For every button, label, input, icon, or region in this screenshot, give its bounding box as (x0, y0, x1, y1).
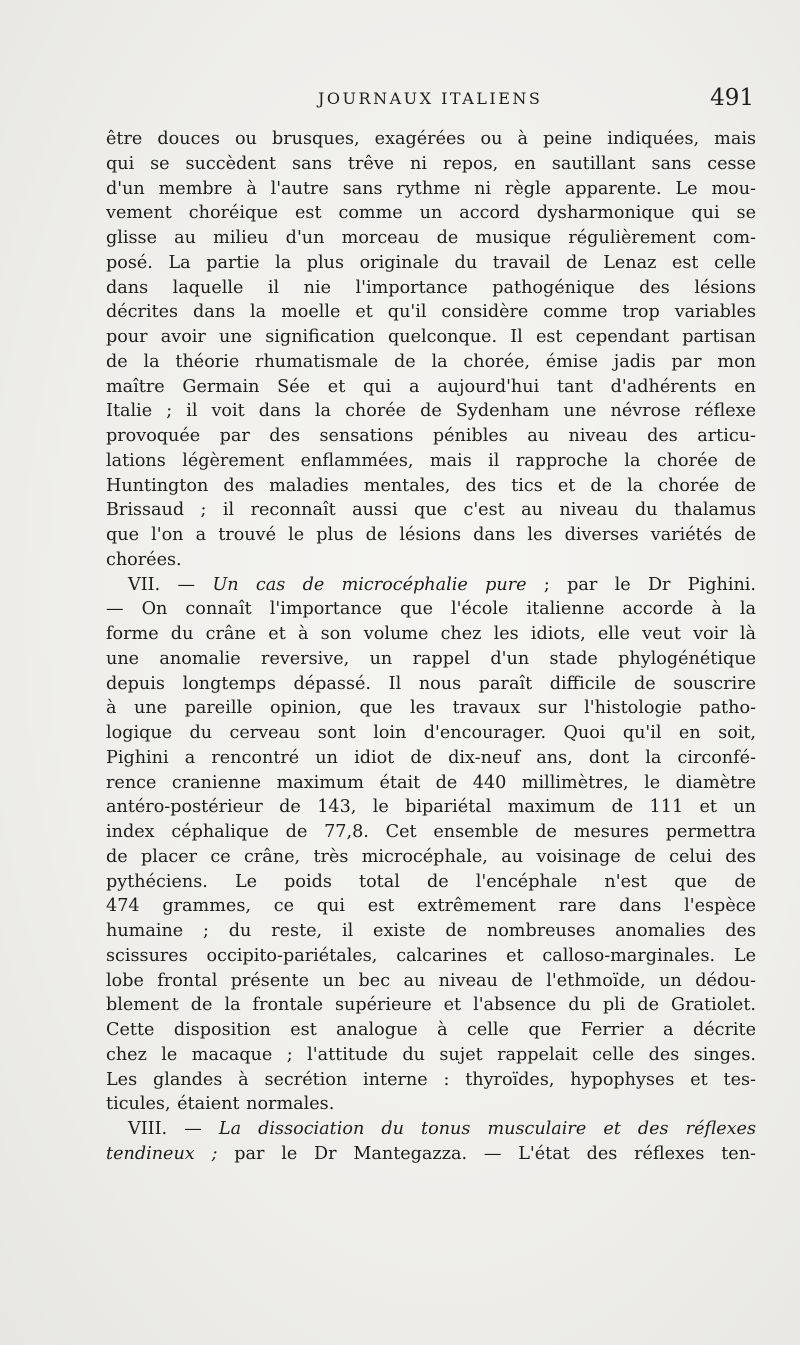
text-line: posé. La partie la plus originale du travail de Lenaz est celle (106, 252, 756, 273)
text-line: index céphalique de 77,8. Cet ensemble de mesures permettra (106, 822, 756, 842)
text-line: une anomalie reversive, un rappel d'un stade phylogénétique (106, 648, 756, 669)
text-line: 474 grammes, ce qui est extrêmement rare dans l'espèce (106, 896, 756, 917)
text-line: scissures occipito-pariétales, calcarines et calloso-marginales. Le (106, 945, 756, 966)
text-line: blement de la frontale supérieure et l'absence du pli de Gratiolet. (106, 995, 756, 1016)
section-heading-viii (106, 1117, 756, 1142)
text-line (106, 1142, 756, 1167)
text-line: glisse au milieu d'un morceau de musique régulièrement com- (106, 228, 756, 248)
text-line: qui se succèdent sans trêve ni repos, en sautillant sans cesse (106, 153, 756, 174)
text-line: pour avoir une signification quelconque. Il est cependant partisan (106, 327, 756, 347)
text-line: antéro-postérieur de 143, le bipariétal maximum de 111 et un (106, 797, 756, 818)
text-line: Italie ; il voit dans la chorée de Sydenham une névrose réflexe (106, 401, 756, 422)
text-line: dans laquelle il nie l'importance pathogénique des lésions (106, 277, 756, 298)
article-title-continued: tendineux ; (106, 1143, 218, 1164)
page-number: 491 (710, 85, 754, 111)
article-author: par le Dr Mantegazza. — L'état des réflexes ten- (217, 1143, 756, 1164)
text-line: logique du cerveau sont loin d'encourager. Quoi qu'il en soit, (106, 723, 756, 743)
running-header (0, 85, 800, 115)
article-author: ; par le Dr Pighini. (526, 574, 756, 595)
header-title: JOURNAUX ITALIENS (318, 89, 543, 108)
text-line: maître Germain Sée et qui a aujourd'hui tant d'adhérents en (106, 376, 756, 397)
text-line: ticules, étaient normales. (106, 1094, 335, 1115)
section-label: VII. — (128, 574, 213, 595)
text-line: de placer ce crâne, très microcéphale, au voisinage de celui des (106, 846, 756, 867)
article-title: La dissociation du tonus musculaire et des réflexes (218, 1119, 756, 1139)
body-text (106, 127, 756, 1167)
text-line: humaine ; du reste, il existe de nombreuses anomalies des (106, 921, 756, 941)
text-line: lations légèrement enflammées, mais il rapproche la chorée de (106, 450, 756, 471)
text-line: Cette disposition est analogue à celle que Ferrier a décrite (106, 1020, 756, 1040)
article-title: Un cas de microcéphalie pure (212, 574, 527, 595)
text-line: d'un membre à l'autre sans rythme ni règle apparente. Le mou- (106, 178, 756, 199)
text-line: forme du crâne et à son volume chez les idiots, elle veut voir là (106, 624, 756, 644)
text-line: lobe frontal présente un bec au niveau de l'ethmoïde, un dédou- (106, 970, 756, 991)
text-line: depuis longtemps dépassé. Il nous paraît difficile de souscrire (106, 673, 756, 694)
text-line: provoquée par des sensations pénibles au niveau des articu- (106, 426, 756, 446)
section-label: VIII. — (128, 1119, 219, 1139)
text-line: chorées. (106, 549, 182, 570)
text-line: chez le macaque ; l'attitude du sujet rappelait celle des singes. (106, 1044, 756, 1065)
text-line: à une pareille opinion, que les travaux sur l'histologie patho- (106, 698, 756, 719)
text-line: Les glandes à secrétion interne : thyroïdes, hypophyses et tes- (106, 1069, 756, 1090)
text-line: être douces ou brusques, exagérées ou à peine indiquées, mais (106, 129, 756, 149)
section-heading-vii (106, 573, 756, 598)
text-line: — On connaît l'importance que l'école italienne accorde à la (106, 599, 756, 620)
text-line: Brissaud ; il reconnaît aussi que c'est au niveau du thalamus (106, 500, 756, 521)
text-line: vement choréique est comme un accord dysharmonique qui se (106, 203, 756, 224)
text-line: décrites dans la moelle et qu'il considère comme trop variables (106, 302, 756, 323)
text-line: Huntington des maladies mentales, des tics et de la chorée de (106, 475, 756, 496)
text-line: Pighini a rencontré un idiot de dix-neuf ans, dont la circonfé- (106, 747, 756, 768)
text-line: pythéciens. Le poids total de l'encéphale n'est que de (106, 871, 756, 892)
text-line: de la théorie rhumatismale de la chorée, émise jadis par mon (106, 351, 756, 372)
text-line: rence cranienne maximum était de 440 millimètres, le diamètre (106, 772, 756, 793)
text-line: que l'on a trouvé le plus de lésions dans les diverses variétés de (106, 525, 756, 545)
